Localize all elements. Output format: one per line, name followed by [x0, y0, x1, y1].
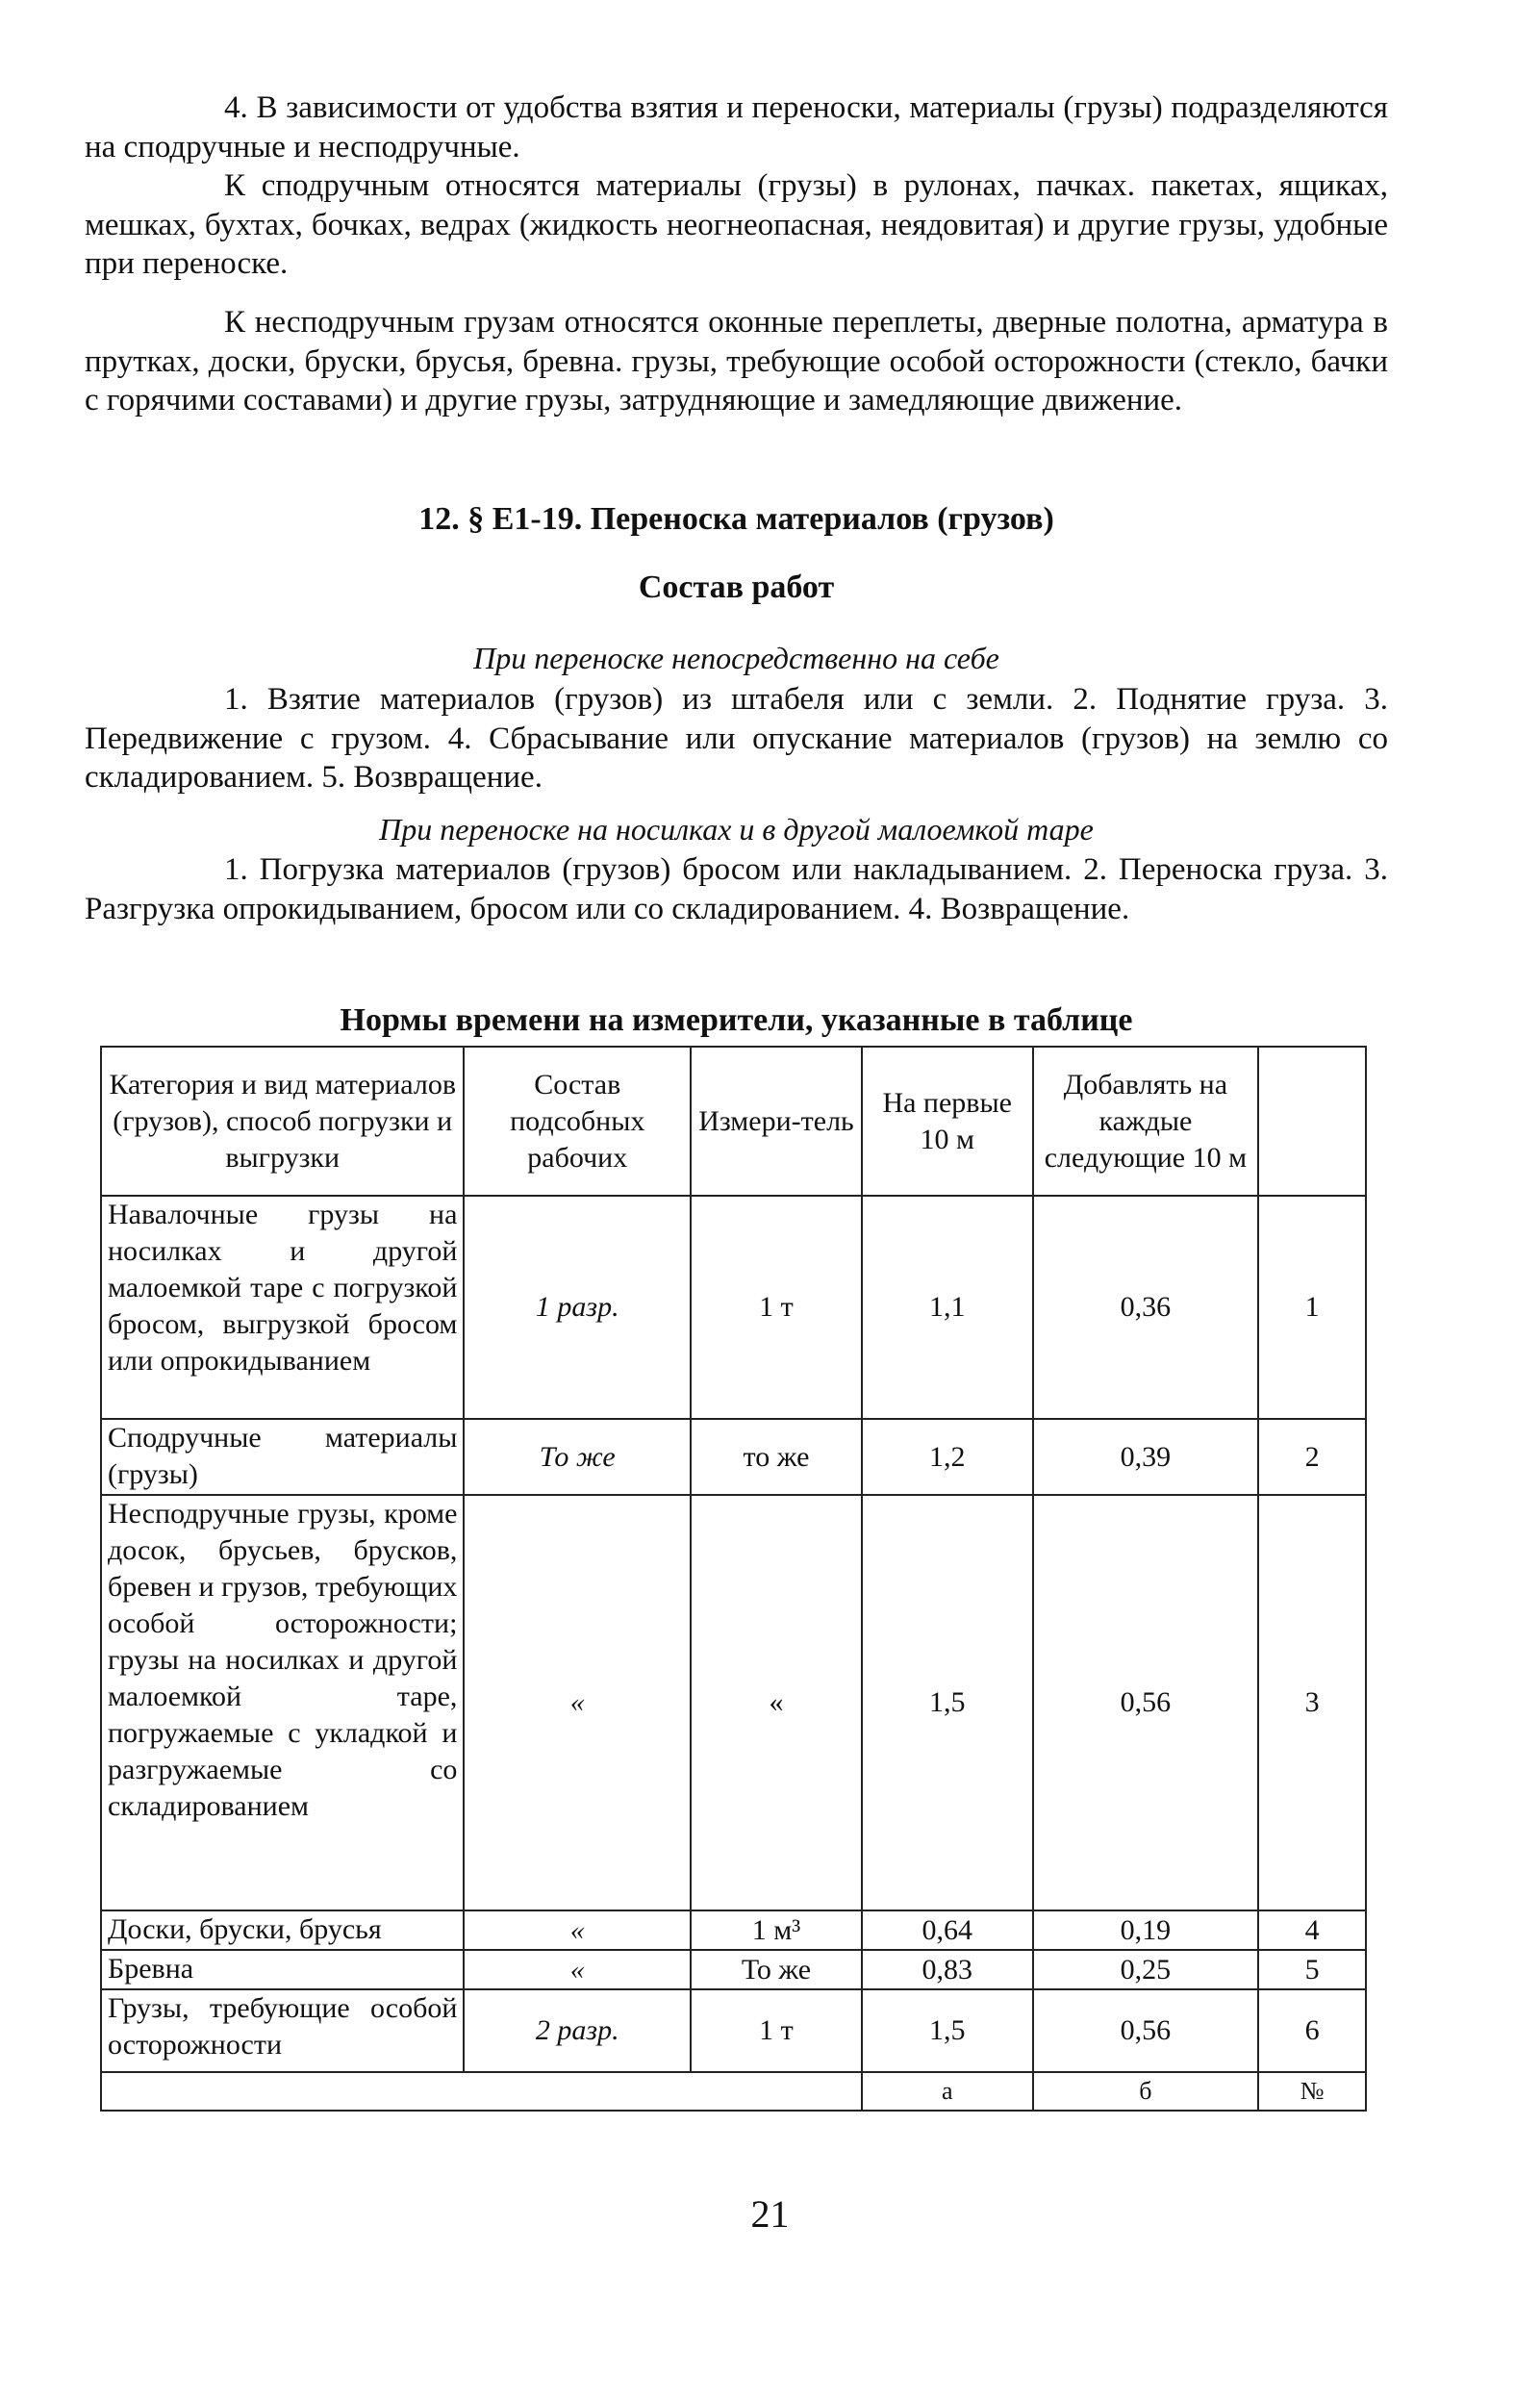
cell-add: 0,19 — [1033, 1910, 1259, 1950]
cell-add: 0,25 — [1033, 1950, 1259, 1989]
footer-blank-cell — [101, 2072, 862, 2111]
header-category: Категория и вид материалов (грузов), способ погрузки и выгрузки — [101, 1047, 464, 1196]
header-unit: Измери-тель — [691, 1047, 862, 1196]
table-title: Нормы времени на измерители, указанные в таблице — [340, 1002, 1133, 1038]
cell-unit: « — [691, 1495, 862, 1910]
cell-category: Несподручные грузы, кроме досок, брусьев, брусков, бревен и грузов, требующих особой осторожности; грузы на носилках и другой малоемкой таре, погружаемые с укладкой и разгружаемые со складированием — [101, 1495, 464, 1910]
cell-crew: 1 разр. — [464, 1196, 691, 1419]
cell-first: 1,5 — [862, 1495, 1033, 1910]
cell-number: 1 — [1258, 1196, 1366, 1419]
table-row — [101, 1419, 1366, 1495]
cell-unit: 1 т — [691, 1196, 862, 1419]
table-header-row — [101, 1047, 1366, 1196]
paragraph-unhandy-loads: К несподручным грузам относятся оконные переплеты, дверные полотна, арматура в прутках, доски, бруски, брусья, бревна. грузы, требующие особой осторожности (стекло, бачки с горячими составами) и другие грузы, затрудняющие и замедляющие движение. — [85, 305, 1388, 417]
cell-category: Навалочные грузы на носилках и другой малоемкой таре с погрузкой бросом, выгрузкой бросом или опрокидыванием — [101, 1196, 464, 1419]
cell-first: 1,2 — [862, 1419, 1033, 1495]
cell-first: 1,1 — [862, 1196, 1033, 1419]
norms-table — [100, 1046, 1367, 2112]
cell-add: 0,56 — [1033, 1495, 1259, 1910]
cell-number: 3 — [1258, 1495, 1366, 1910]
cell-crew: 2 разр. — [464, 1989, 691, 2072]
cell-unit: 1 т — [691, 1989, 862, 2072]
cell-crew: « — [464, 1495, 691, 1910]
table-row — [101, 1495, 1366, 1910]
table-row — [101, 1989, 1366, 2072]
subsection-title: Состав работ — [638, 569, 835, 605]
cell-add: 0,56 — [1033, 1989, 1259, 2072]
section-title: 12. § Е1-19. Переноска материалов (грузов) — [418, 501, 1054, 537]
cell-number: 5 — [1258, 1950, 1366, 1989]
cell-category: Грузы, требующие особой осторожности — [101, 1989, 464, 2072]
header-first-10m: На первые 10 м — [862, 1047, 1033, 1196]
work-group-text-2: 1. Погрузка материалов (грузов) бросом или накладыванием. 2. Переноска груза. 3. Разгрузка опрокидыванием, бросом или со складированием. 4. Возвращение. — [85, 852, 1388, 926]
table-row — [101, 1196, 1366, 1419]
cell-crew: То же — [464, 1419, 691, 1495]
footer-column-number: № — [1258, 2072, 1366, 2111]
paragraph-handy-loads: К сподручным относятся материалы (грузы) в рулонах, пачках. пакетах, ящиках, мешках, бухтах, бочках, ведрах (жидкость неогнеопасная, неядовитая) и другие грузы, удобные при переноске. — [85, 168, 1388, 281]
cell-crew: « — [464, 1950, 691, 1989]
cell-unit: 1 м³ — [691, 1910, 862, 1950]
cell-category: Доски, бруски, брусья — [101, 1910, 464, 1950]
paragraph-classification: 4. В зависимости от удобства взятия и переноски, материалы (грузы) подразделяются на сподручные и несподручные. — [85, 90, 1388, 164]
footer-column-a: а — [862, 2072, 1033, 2111]
work-group-heading-2: При переноске на носилках и в другой малоемкой таре — [379, 812, 1094, 847]
page-number: 21 — [750, 2192, 790, 2236]
cell-category: Сподручные материалы (грузы) — [101, 1419, 464, 1495]
footer-column-b: б — [1033, 2072, 1259, 2111]
table-footer-row — [101, 2072, 1366, 2111]
cell-first: 1,5 — [862, 1989, 1033, 2072]
cell-first: 0,64 — [862, 1910, 1033, 1950]
cell-number: 4 — [1258, 1910, 1366, 1950]
table-row — [101, 1910, 1366, 1950]
header-each-next-10m: Добавлять на каждые следующие 10 м — [1033, 1047, 1259, 1196]
cell-category: Бревна — [101, 1950, 464, 1989]
cell-add: 0,39 — [1033, 1419, 1259, 1495]
cell-crew: « — [464, 1910, 691, 1950]
cell-unit: То же — [691, 1950, 862, 1989]
cell-first: 0,83 — [862, 1950, 1033, 1989]
cell-number: 6 — [1258, 1989, 1366, 2072]
table-row — [101, 1950, 1366, 1989]
cell-number: 2 — [1258, 1419, 1366, 1495]
header-crew: Состав подсобных рабочих — [464, 1047, 691, 1196]
cell-add: 0,36 — [1033, 1196, 1259, 1419]
cell-unit: то же — [691, 1419, 862, 1495]
work-group-heading-1: При переноске непосредственно на себе — [473, 641, 999, 675]
header-number — [1258, 1047, 1366, 1196]
work-group-text-1: 1. Взятие материалов (грузов) из штабеля или с земли. 2. Поднятие груза. 3. Передвижение с грузом. 4. Сбрасывание или опускание материалов (грузов) на землю со складированием. 5. Возвращение. — [85, 682, 1388, 795]
